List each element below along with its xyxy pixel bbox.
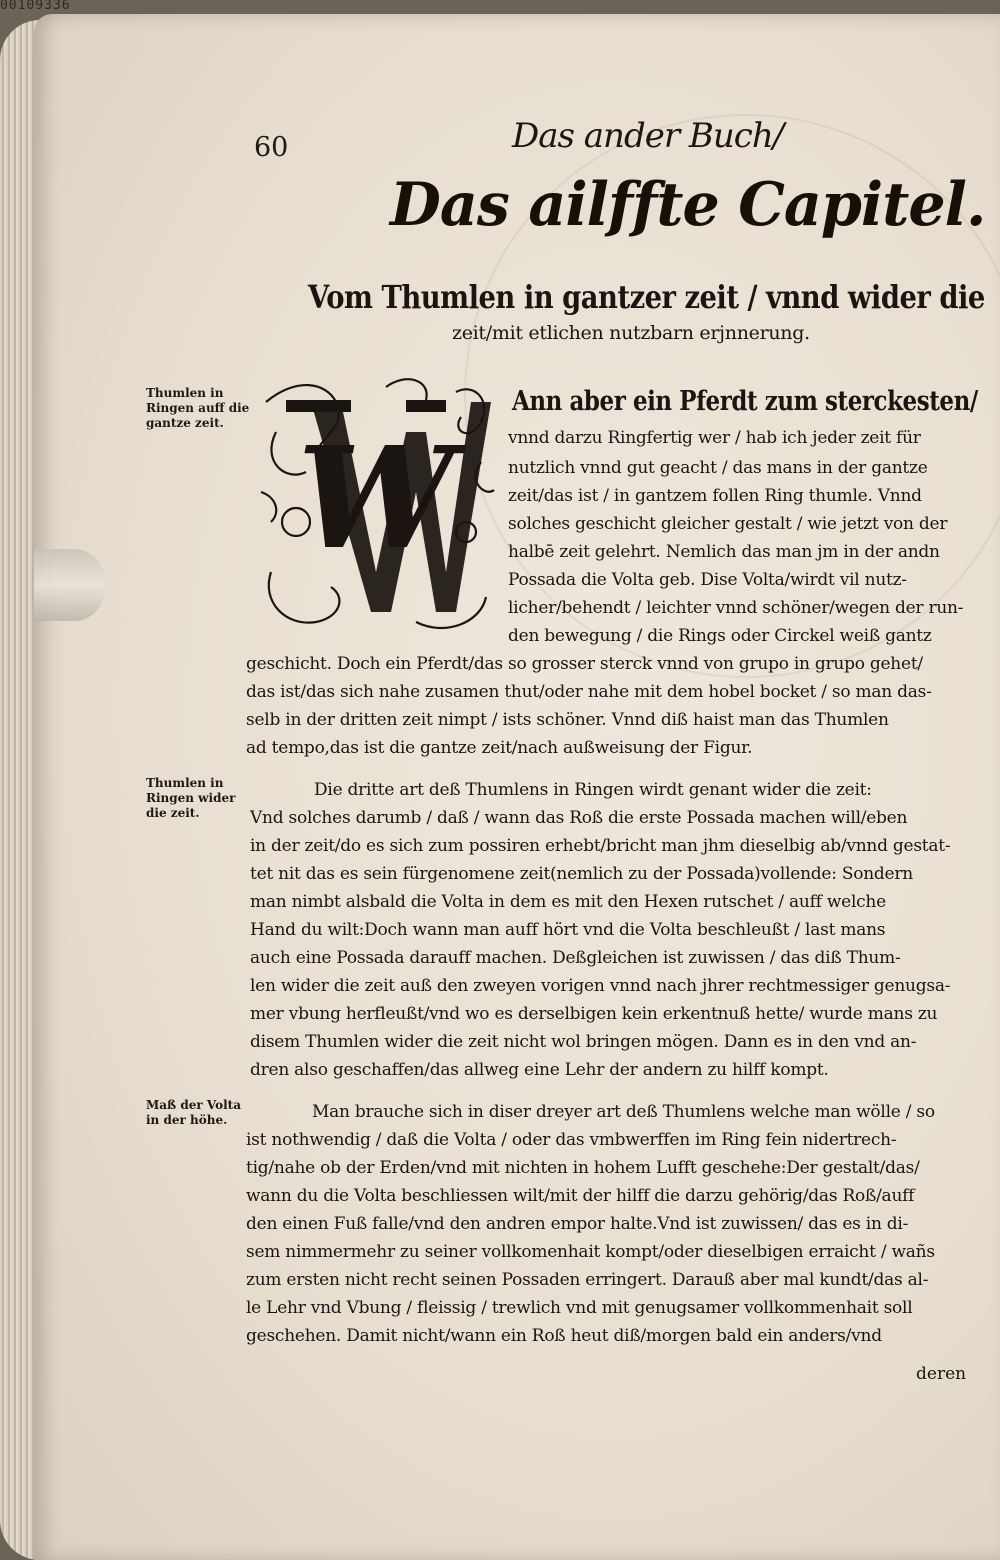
text-line: licher/behendt / leichter vnnd schöner/wegen der run- [508,598,964,618]
text-line: in der zeit/do es sich zum possiren erhebt/bricht man jhm dieselbig ab/vnnd gestat- [250,836,951,856]
initial-letter: W [297,417,455,581]
margin-note-3: Maß der Volta in der höhe. [146,1098,241,1127]
chapter-subtitle-line-1: Vom Thumlen in gantzer zeit / vnnd wider die [308,278,985,316]
text-line: Vnd solches darumb / daß / wann das Roß die erste Possada machen will/eben [250,808,908,828]
text-line: len wider die zeit auß den zweyen vorigen vnnd nach jhrer rechtmessiger genugsa- [250,976,951,996]
text-line: geschehen. Damit nicht/wann ein Roß heut diß/morgen bald ein anders/vnd [246,1326,882,1346]
text-line: man nimbt alsbald die Volta in dem es mit den Hexen rutschet / auff welche [250,892,886,912]
text-line: sem nimmermehr zu seiner vollkomenhait kompt/oder dieselbigen erraicht / wañs [246,1242,935,1262]
text-line: ad tempo,das ist die gantze zeit/nach außweisung der Figur. [246,738,753,758]
folded-page-tab [34,549,104,621]
text-line: den einen Fuß falle/vnd den andren empor halte.Vnd ist zuwissen/ das es in di- [246,1214,909,1234]
text-line: dren also geschaffen/das allweg eine Lehr der andern zu hilff kompt. [250,1060,829,1080]
text-line: solches geschicht gleicher gestalt / wie jetzt von der [508,514,948,534]
page-number: 60 [254,132,289,163]
text-line: wann du die Volta beschliessen wilt/mit der hilff die darzu gehörig/das Roß/auff [246,1186,915,1206]
text-line: den bewegung / die Rings oder Circkel weiß gantz [508,626,932,646]
text-line: Possada die Volta geb. Dise Volta/wirdt vil nutz- [508,570,907,590]
margin-note-1: Thumlen in Ringen auff die gantze zeit. [146,386,250,430]
text-line: halbē zeit gelehrt. Nemlich das man jm in der andn [508,542,940,562]
text-line: Hand du wilt:Doch wann man auff hört vnd die Volta beschleußt / last mans [250,920,886,940]
text-line: zum ersten nicht recht seinen Possaden erringert. Darauß aber mal kundt/das al- [246,1270,929,1290]
text-line: disem Thumlen wider die zeit nicht wol bringen mögen. Dann es in den vnd an- [250,1032,917,1052]
running-head: Das ander Buch/ [512,116,784,156]
text-line: tig/nahe ob der Erden/vnd mit nichten in hohem Lufft geschehe:Der gestalt/das/ [246,1158,920,1178]
text-line: tet nit das es sein fürgenomene zeit(nemlich zu der Possada)vollende: Sondern [250,864,913,884]
text-line: Ann aber ein Pferdt zum sterckesten/ [512,386,978,417]
scan-id: 00109336 [0,0,71,13]
chapter-subtitle-line-2: zeit/mit etlichen nutzbarn erjnnerung. [452,322,810,344]
text-line: selb in der dritten zeit nimpt / ists schöner. Vnnd diß haist man das Thumlen [246,710,889,730]
text-line: das ist/das sich nahe zusamen thut/oder nahe mit dem hobel bocket / so man das- [246,682,932,702]
catchword: deren [916,1364,967,1384]
text-line: geschicht. Doch ein Pferdt/das so grosser sterck vnnd von grupo in grupo gehet/ [246,654,923,674]
text-line: Die dritte art deß Thumlens in Ringen wirdt genant wider die zeit: [314,780,872,800]
text-line: nutzlich vnnd gut geacht / das mans in der gantze [508,458,928,478]
text-line: mer vbung herfleußt/vnd wo es derselbigen kein erkentnuß hette/ wurde mans zu [250,1004,938,1024]
text-line: vnnd darzu Ringfertig wer / hab ich jeder zeit für [508,428,921,448]
text-line: ist nothwendig / daß die Volta / oder das vmbwerffen im Ring fein nidertrech- [246,1130,897,1150]
margin-note-2: Thumlen in Ringen wider die zeit. [146,776,236,820]
text-line: Man brauche sich in diser dreyer art deß Thumlens welche man wölle / so [312,1102,935,1122]
text-line: auch eine Possada darauff machen. Deßgleichen ist zuwissen / das diß Thum- [250,948,901,968]
ornamental-initial [256,372,496,642]
text-line: le Lehr vnd Vbung / fleissig / trewlich vnd mit genugsamer vollkommenhait soll [246,1298,913,1318]
chapter-title: Das ailffte Capitel. [390,170,986,240]
text-line: zeit/das ist / in gantzem follen Ring thumle. Vnnd [508,486,922,506]
